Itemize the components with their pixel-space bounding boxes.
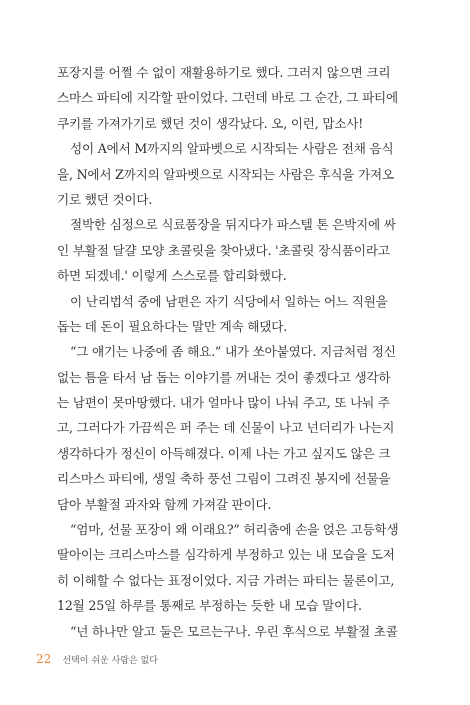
text-line: 고, 그러다가 가끔씩은 퍼 주는 데 신물이 나고 넌더리가 나는지 bbox=[57, 420, 395, 436]
text-line: 는 남편이 못마땅했다. 내가 얼마나 많이 나눠 주고, 또 나눠 주 bbox=[57, 395, 390, 411]
page-number: 22 bbox=[36, 652, 52, 666]
text-line: 절박한 심정으로 식료품장을 뒤지다가 파스텔 톤 은박지에 싸 bbox=[70, 217, 396, 233]
text-line: 하면 되겠네.' 이렇게 스스로를 합리화했다. bbox=[57, 268, 287, 284]
text-line: 히 이해할 수 없다는 표정이었다. 지금 가려는 파티는 물론이고, bbox=[57, 572, 395, 588]
text-line: “넌 하나만 알고 둘은 모르는구나. 우린 후식으로 부활절 초콜 bbox=[70, 623, 398, 639]
page-footer bbox=[36, 650, 158, 666]
text-line: 인 부활절 달걀 모양 초콜릿을 찾아냈다. '초콜릿 장식품이라고 bbox=[57, 242, 390, 258]
text-line: “그 얘기는 나중에 좀 해요.” 내가 쏘아붙였다. 지금처럼 정신 bbox=[70, 344, 396, 360]
text-line: “엄마, 선물 포장이 왜 이래요?” 허리춤에 손을 얹은 고등학생 bbox=[70, 522, 399, 538]
text-line: 딸아이는 크리스마스를 심각하게 부정하고 있는 내 모습을 도저 bbox=[57, 547, 395, 563]
book-title: 선택이 쉬운 사람은 없다 bbox=[62, 656, 158, 666]
text-line: 스마스 파티에 지각할 판이었다. 그런데 바로 그 순간, 그 파티에 bbox=[57, 90, 398, 106]
text-line: 성이 A에서 M까지의 알파벳으로 시작되는 사람은 전채 음식 bbox=[70, 141, 394, 157]
body-text bbox=[57, 60, 422, 644]
text-line: 포장지를 어쩔 수 없이 재활용하기로 했다. 그러지 않으면 크리 bbox=[57, 65, 391, 80]
text-line: 쿠키를 가져가기로 했던 것이 생각났다. 오, 이런, 맙소사! bbox=[57, 115, 364, 131]
text-line: 이 난리법석 중에 남편은 자기 식당에서 일하는 어느 직원을 bbox=[70, 293, 388, 309]
text-line: 없는 틈을 타서 남 돕는 이야기를 꺼내는 것이 좋겠다고 생각하 bbox=[57, 369, 391, 385]
text-line: 리스마스 파티에, 생일 축하 풍선 그림이 그려진 봉지에 선물을 bbox=[57, 471, 391, 487]
text-line: 을, N에서 Z까지의 알파벳으로 시작되는 사람은 후식을 가져오 bbox=[57, 166, 394, 182]
text-line: 12월 25일 하루를 통째로 부정하는 듯한 내 모습 말이다. bbox=[57, 598, 362, 614]
text-line: 담아 부활절 과자와 함께 가져갈 판이다. bbox=[57, 496, 272, 512]
text-line: 생각하다가 정신이 아득해졌다. 이제 나는 가고 싶지도 않은 크 bbox=[57, 445, 391, 461]
text-line: 기로 했던 것이다. bbox=[57, 191, 153, 207]
text-line: 돕는 데 돈이 필요하다는 말만 계속 해댔다. bbox=[57, 318, 288, 334]
